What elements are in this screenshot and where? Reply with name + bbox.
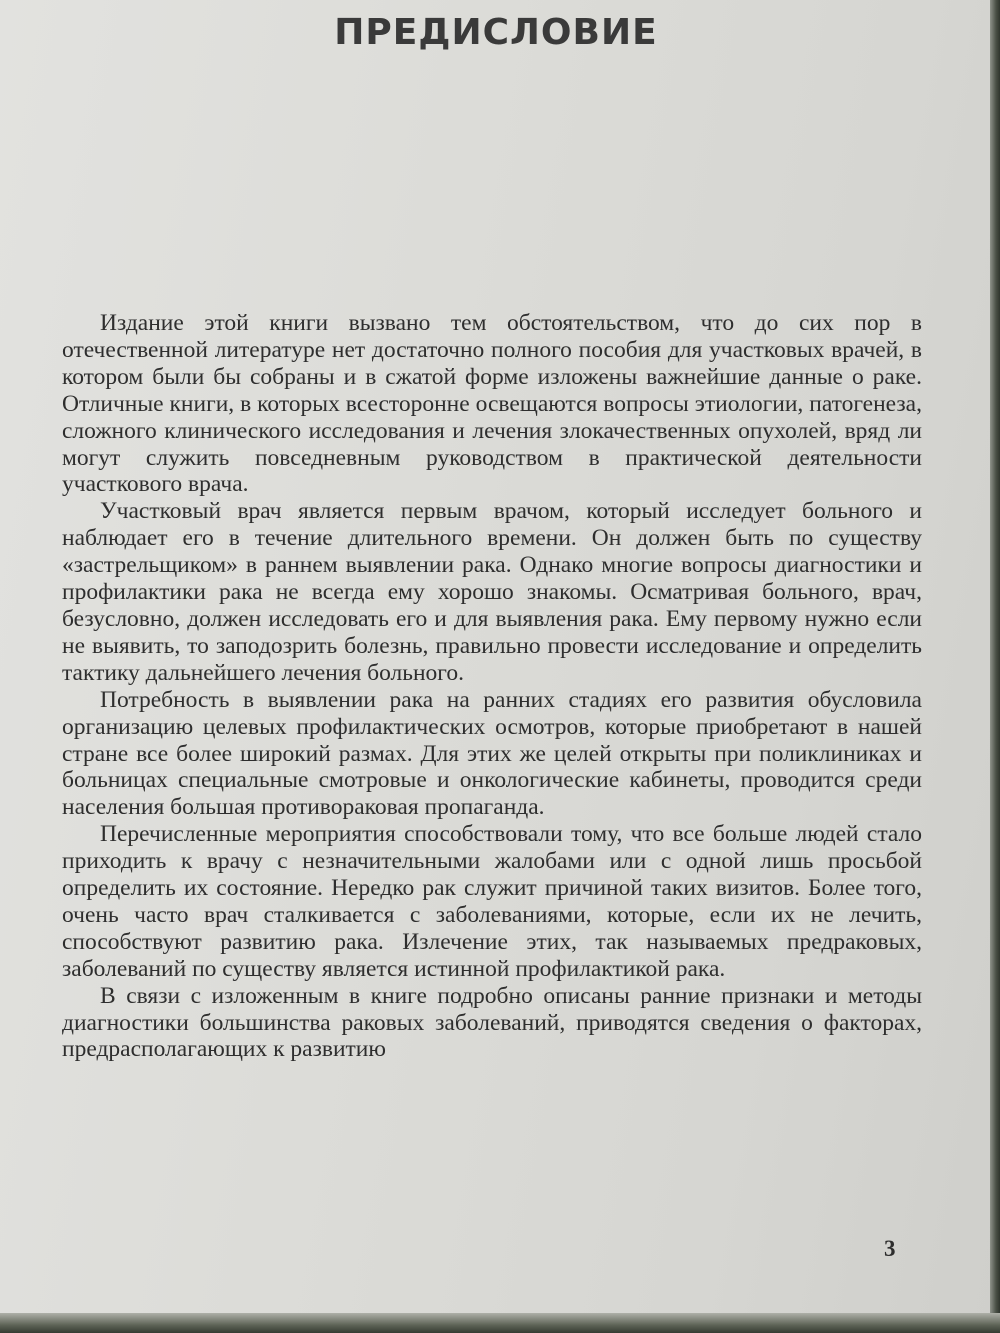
page-bottom-shadow [0,1313,1000,1333]
paragraph-1: Издание этой книги вызвано тем обстоятельством, что до сих пор в отечественной литературе нет достаточно полного пособия для участковых врачей, в котором были бы собраны и в сжатой форме изложены важнейшие данные о раке. Отличные книги, в которых всесторонне освещаются вопросы этиологии, патогенеза, сложного клинического исследования и лечения злокачественных опухолей, вряд ли могут служить повседневным руководством в практической деятельности участкового врача. [62,310,922,498]
paragraph-4: Перечисленные мероприятия способствовали тому, что все больше людей стало приходить к врачу с незначительными жалобами или с одной лишь просьбой определить их состояние. Нередко рак служит причиной таких визитов. Более того, очень часто врач сталкивается с заболеваниями, которые, если их не лечить, способствуют развитию рака. Излечение этих, так называемых предраковых, заболеваний по существу является истинной профилактикой рака. [62,821,922,982]
paragraph-5: В связи с изложенным в книге подробно описаны ранние признаки и методы диагностики большинства раковых заболеваний, приводятся сведения о факторах, предрасполагающих к развитию [62,982,922,1063]
page-number: 3 [884,1236,896,1261]
preface-body [62,310,922,1063]
page-title: ПРЕДИСЛОВИЕ [334,12,658,53]
paragraph-2: Участковый врач является первым врачом, который исследует больного и наблюдает его в течение длительного времени. Он должен быть по существу «застрельщиком» в раннем выявлении рака. Однако многие вопросы диагностики и профилактики рака не всегда ему хорошо знакомы. Осматривая больного, врач, безусловно, должен исследовать его и для выявления рака. Ему первому нужно если не выявить, то заподозрить болезнь, правильно провести исследование и определить тактику дальнейшего лечения больного. [62,498,922,686]
page-edge-shadow [990,0,1000,1333]
paragraph-3: Потребность в выявлении рака на ранних стадиях его развития обусловила организацию целевых профилактических осмотров, которые приобретают в нашей стране все более широкий размах. Для этих же целей открыты при поликлиниках и больницах специальные смотровые и онкологические кабинеты, проводится среди населения большая противораковая пропаганда. [62,686,922,821]
